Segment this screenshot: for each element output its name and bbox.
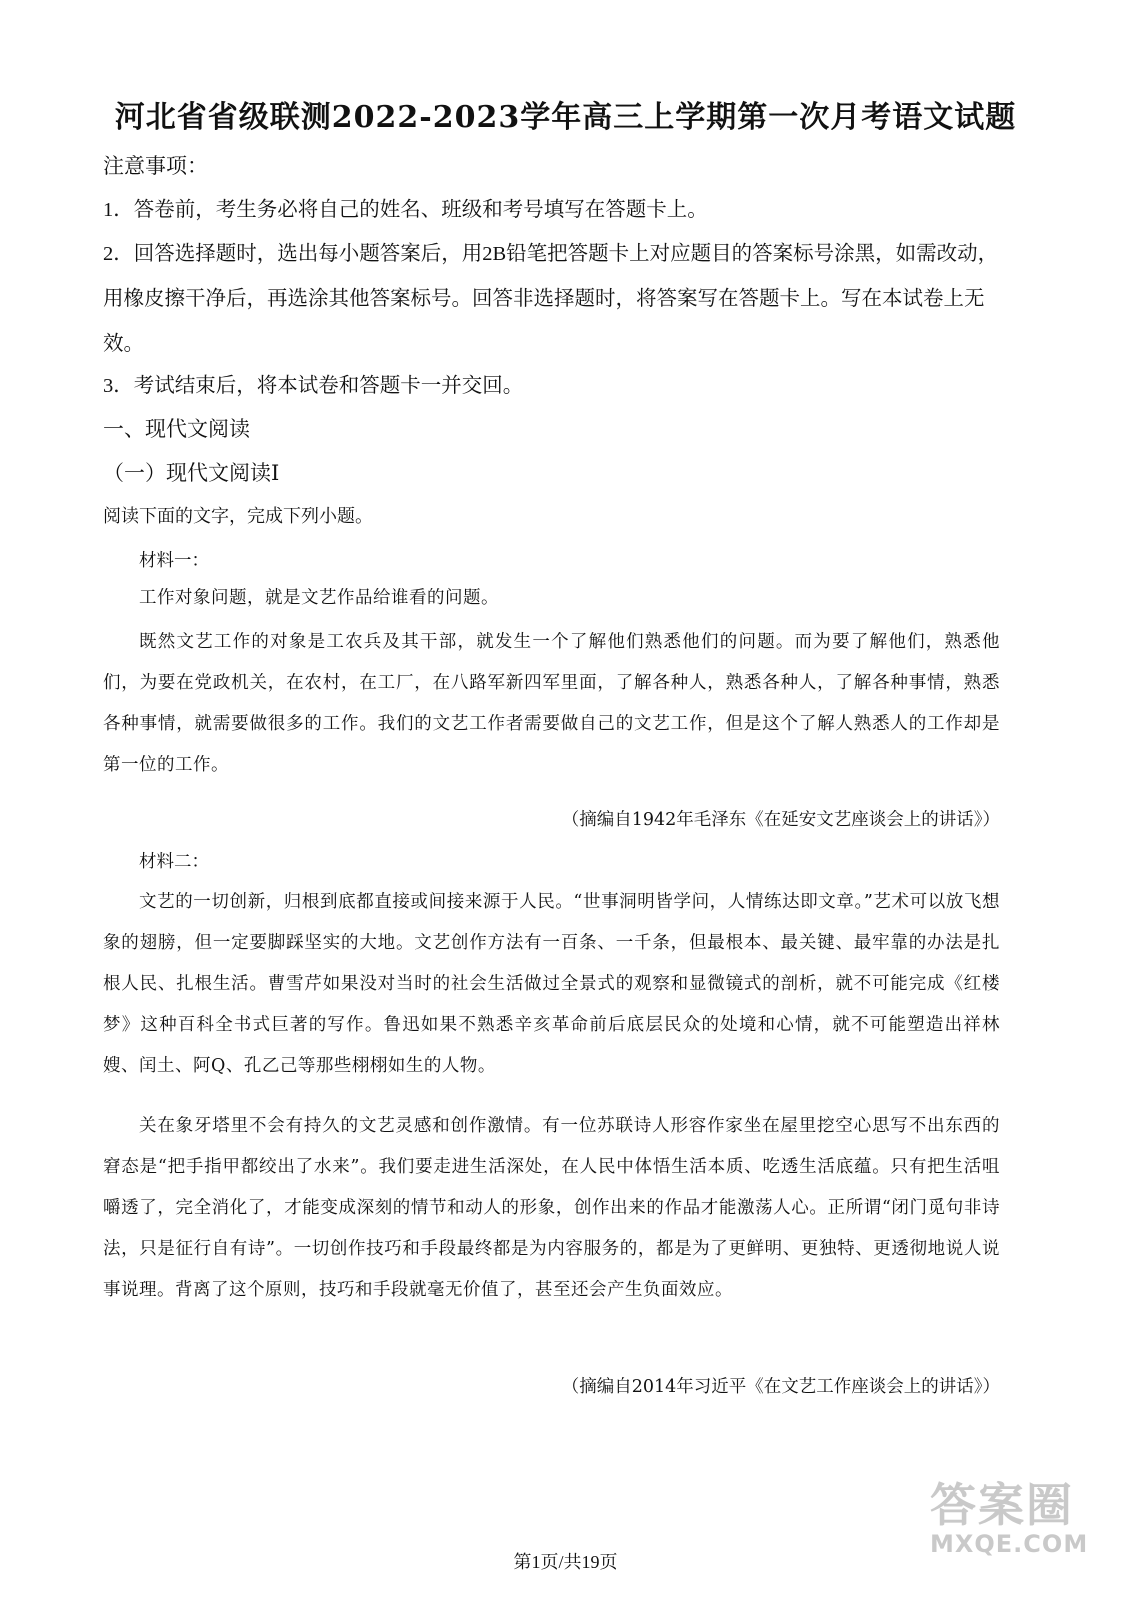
notice-item-1: 1．答卷前，考生务必将自己的姓名、班级和考号填写在答题卡上。 xyxy=(103,199,708,221)
instruction-text: 阅读下面的文字，完成下列小题。 xyxy=(103,506,373,526)
subsection-title: （一）现代文阅读Ⅰ xyxy=(103,461,280,485)
section-title: 一、现代文阅读 xyxy=(103,417,250,441)
notice-item-3: 3．考试结束后，将本试卷和答题卡一并交回。 xyxy=(103,375,524,397)
material-1-paragraph: 工作对象问题，就是文艺作品给谁看的问题。 xyxy=(139,588,499,608)
material-2-paragraph: 文艺的一切创新，归根到底都直接或间接来源于人民。“世事洞明皆学问，人情练达即文章。”艺术可以放飞想象的翅膀，但一定要脚踩坚实的大地。文艺创作方法有一百条、一千条，但最根本、最关键、最牢靠的办法是扎根人民、扎根生活。曹雪芹如果没对当时的社会生活做过全景式的观察和显微镜式的剖析，就不可能完成《红楼梦》这种百科全书式巨著的写作。鲁迅如果不熟悉辛亥革命前后底层民众的处境和心情，就不可能塑造出祥林嫂、闰土、阿Q、孔乙己等那些栩栩如生的人物。 xyxy=(103,892,1000,1076)
material-1-source: （摘编自1942年毛泽东《在延安文艺座谈会上的讲话》） xyxy=(561,810,1000,830)
watermark-site-text: MXQE.COM xyxy=(930,1530,1089,1558)
watermark-logo-text: 答案圈 xyxy=(930,1478,1074,1532)
material-1-paragraph: 既然文艺工作的对象是工农兵及其干部，就发生一个了解他们熟悉他们的问题。而为要了解他们，熟悉他们，为要在党政机关，在农村，在工厂，在八路军新四军里面，了解各种人，熟悉各种人，了解各种事情，熟悉各种事情，就需要做很多的工作。我们的文艺工作者需要做自己的文艺工作，但是这个了解人熟悉人的工作却是第一位的工作。 xyxy=(103,632,1000,775)
material-2-label: 材料二： xyxy=(139,852,209,872)
material-2-paragraph: 关在象牙塔里不会有持久的文艺灵感和创作激情。有一位苏联诗人形容作家坐在屋里挖空心思写不出东西的窘态是“把手指甲都绞出了水来”。我们要走进生活深处，在人民中体悟生活本质、吃透生活底蕴。只有把生活咀嚼透了，完全消化了，才能变成深刻的情节和动人的形象，创作出来的作品才能激荡人心。正所谓“闭门觅句非诗法，只是征行自有诗”。一切创作技巧和手段最终都是为内容服务的，都是为了更鲜明、更独特、更透彻地说人说事说理。背离了这个原则，技巧和手段就毫无价值了，甚至还会产生负面效应。 xyxy=(103,1116,1000,1300)
page-number: 第1页/共19页 xyxy=(513,1552,618,1572)
material-1-label: 材料一： xyxy=(139,551,209,571)
notice-heading: 注意事项： xyxy=(103,154,208,178)
watermark-logo xyxy=(930,1480,1105,1570)
exam-title: 河北省省级联测2022-2023学年高三上学期第一次月考语文试题 xyxy=(114,100,1017,135)
notice-item-2: 2．回答选择题时，选出每小题答案后，用2B铅笔把答题卡上对应题目的答案标号涂黑，如需改动，用橡皮擦干净后，再选涂其他答案标号。回答非选择题时，将答案写在答题卡上。写在本试卷上无效。 xyxy=(103,243,999,355)
material-2-source: （摘编自2014年习近平《在文艺工作座谈会上的讲话》） xyxy=(561,1377,1000,1397)
